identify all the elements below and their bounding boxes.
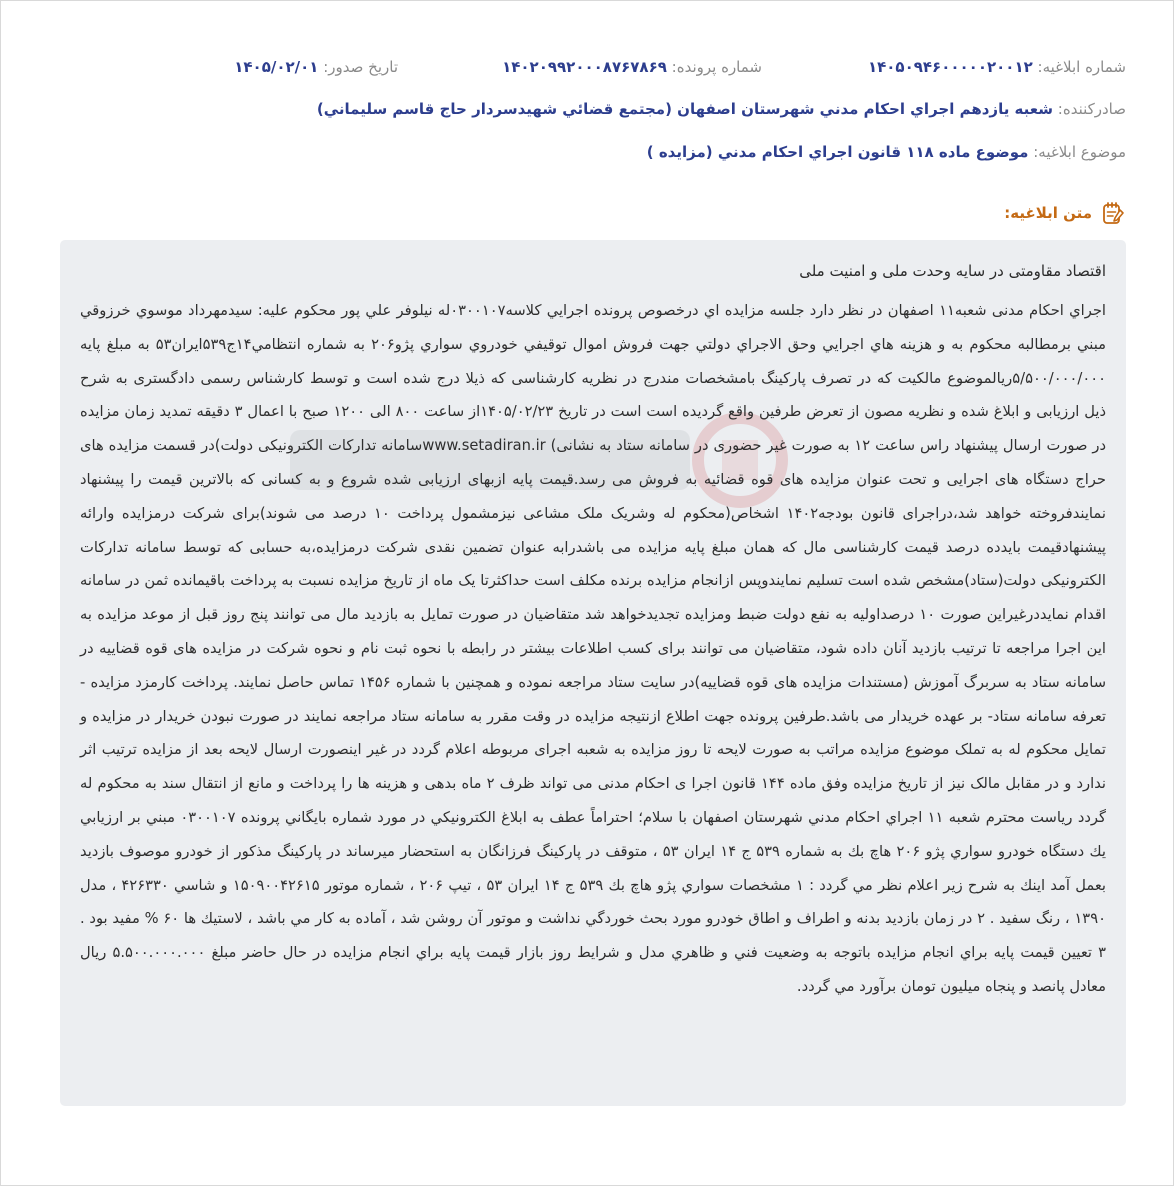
- issue-date-value: ۱۴۰۵/۰۲/۰۱: [234, 58, 319, 76]
- notice-number-label: شماره ابلاغيه:: [1037, 58, 1126, 76]
- subject-row: [48, 143, 1126, 161]
- notice-text-box: [60, 240, 1126, 1106]
- issue-date-label: تاريخ صدور:: [323, 58, 398, 76]
- notice-body: اجراي احکام مدنی شعبه۱۱ اصفهان در نظر دارد جلسه مزايده اي درخصوص پرونده اجرايي کلاسه۰۳۰۰۱۰۷له نيلوفر علي پور محکوم عليه: سيدمهرداد موسوي خرزوقي مبني برمطالبه محکوم به و هزينه هاي اجرايي وحق الاجراي دولتي جهت فروش اموال توقيفي خودروي سواري پژو۲۰۶ به شماره انتظامي۱۴ج۵۳۹ايران۵۳ به مبلغ پايه ۵/۵۰۰/۰۰۰/۰۰۰ريالموضوع مالکيت که در تصرف پارکينگ بامشخصات مندرج در نظريه کارشناسی که ذيلا درج شده است و توسط کارشناس رسمی دادگستری به شرح ذيل ارزيابی و ابلاغ شده و نظريه مصون از تعرض طرفين واقع گرديده است است در تاريخ ۱۴۰۵/۰۲/۲۳از ساعت ۸۰۰ الی ۱۲۰۰ صبح با اعمال ۳ دقيقه تمديد زمان مزايده در صورت ارسال پيشنهاد راس ساعت ۱۲ به صورت غير حضوری در سامانه ستاد به نشانی) www.setadiran.irسامانه تدارکات الکترونيکی دولت)در قسمت مزايده های حراج دستگاه های اجرايی و تحت عنوان مزايده های قوه قضائيه به فروش می رسد.قيمت پايه ازبهای ارزيابی شده شروع و به کسانی که بالاترين قيمت را پيشنهاد نمايندفروخته خواهد شد،دراجرای قانون بودجه۱۴۰۲ اشخاص(محکوم له وشريک ملک مشاعی نيزمشمول پرداخت ۱۰ درصد می شوند)برای شرکت درمزايده وارائه پيشنهادقيمت بايدده درصد قيمت کارشناسی مال که همان مبلغ پايه مزايده می باشدرابه عنوان تضمين نقدی شرکت درمزايده،به حسابی که توسط سامانه تدارکات الکترونيکی دولت(ستاد)مشخص شده است تسليم نمايندوپس ازانجام مزايده برنده مکلف است حداکثرتا يک ماه از تاريخ مزايده نسبت به پرداخت باقيمانده ثمن در سامانه اقدام نمايددرغيراين صورت ۱۰ درصداوليه به نفع دولت ضبط ومزايده تجديدخواهد شد متقاضيان در صورت تمايل به بازديد مال می توانند پنج روز قبل از موعد مزايده به اين اجرا مراجعه تا ترتيب بازديد آنان داده شود، متقاضيان می توانند برای کسب اطلاعات بيشتر در رابطه با نحوه ثبت نام و نحوه شرکت در مزايده های قوه قضاييه در سامانه ستاد به سربرگ آموزش (مستندات مزايده های قوه قضاييه)در سايت ستاد مراجعه نموده و همچنين با شماره ۱۴۵۶ تماس حاصل نمايند. پرداخت کارمزد مزايده - تعرفه سامانه ستاد- بر عهده خريدار می باشد.طرفين پرونده جهت اطلاع ازنتيجه مزايده در وقت مقرر به سامانه ستاد مراجعه نمايند در صورت نبودن خريدار در مزايده و تمايل محکوم له به تملک موضوع مزايده مراتب به صورت لايحه تا روز مزايده به شعبه اجرای مربوطه اعلام گردد در غير اينصورت ارسال لايحه بعد از مزايده ترتيب اثر ندارد و در مقابل مالک نيز از تاريخ مزايده وفق ماده ۱۴۴ قانون اجرا ی احکام مدنی می تواند ظرف ۲ ماه بدهی و هزينه ها را پرداخت و مانع از انتقال سند به محکوم له گردد رياست محترم شعبه ۱۱ اجراي احکام مدني شهرستان اصفهان با سلام؛ احتراماً عطف به ابلاغ الکترونيکي در مورد شماره بايگاني پرونده ۰۳۰۰۱۰۷ مبني بر ارزيابي يك دستگاه خودرو سواري پژو ۲۰۶ هاچ بك به شماره ۵۳۹ ج ۱۴ ايران ۵۳ ، متوقف در پارکينگ فرزانگان به استحضار ميرساند در پارکينگ مذکور از خودرو موصوف بازديد بعمل آمد اينك به شرح زير اعلام نظر مي گردد : ۱ مشخصات سواري پژو هاچ بك ۵۳۹ ج ۱۴ ايران ۵۳ ، تيپ ۲۰۶ ، شماره موتور ۱۵۰۹۰۰۴۲۶۱۵ و شاسي ۴۲۶۳۳۰ ، مدل ۱۳۹۰ ، رنگ سفيد . ۲ در زمان بازديد بدنه و اطراف و اطاق خودرو مورد بحث خوردگي نداشت و موتور آن روشن شد ، آماده به کار مي باشد ، لاستيك ها ۶۰ % مفيد بود . ۳ تعيين قيمت پايه براي انجام مزايده باتوجه به وضعيت فني و ظاهري مدل و شرايط روز بازار قيمت پايه براي انجام مزايده در حال حاضر مبلغ ۵.۵۰۰.۰۰۰.۰۰۰ ريال معادل پانصد و پنجاه ميليون تومان برآورد مي گردد.: [80, 302, 1107, 995]
- document-icon: [1100, 200, 1126, 226]
- notice-number: [868, 58, 1126, 76]
- case-number: [502, 58, 762, 76]
- slogan-line: اقتصاد مقاومتی در سایه وحدت ملی و امنیت ملی: [799, 262, 1106, 280]
- issue-date: [234, 58, 398, 76]
- meta-row-numbers: [48, 58, 1126, 82]
- subject-label: موضوع ابلاغيه:: [1033, 143, 1126, 161]
- case-number-value: ۱۴۰۲۰۹۹۲۰۰۰۸۷۶۷۸۶۹: [502, 58, 667, 76]
- issuer-label: صادرکننده:: [1057, 100, 1126, 118]
- issuer-row: [48, 100, 1126, 118]
- subject-value: موضوع ماده ۱۱۸ قانون اجراي احکام مدني (مزايده ): [646, 143, 1029, 161]
- notice-text-heading-label: متن ابلاغيه:: [1004, 204, 1092, 222]
- issuer-value: شعبه يازدهم اجراي احکام مدني شهرستان اصفهان (مجتمع قضائي شهيدسردار حاج قاسم سليماني): [316, 100, 1053, 118]
- notice-text-heading: [1004, 200, 1126, 226]
- notice-number-value: ۱۴۰۵۰۹۴۶۰۰۰۰۰۲۰۰۱۲: [867, 58, 1033, 76]
- case-number-label: شماره پرونده:: [671, 58, 762, 76]
